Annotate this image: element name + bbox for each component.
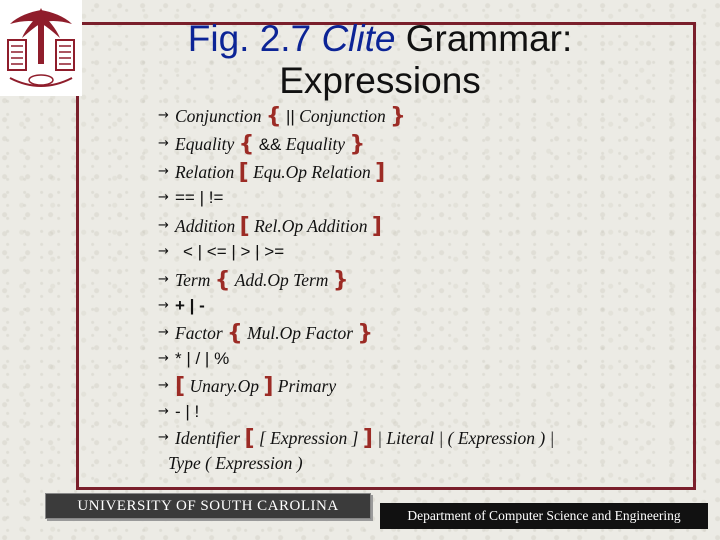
- rule-rhs: - | !: [175, 402, 200, 421]
- title-language-name: Clite: [321, 18, 396, 59]
- slide-title: [150, 18, 610, 102]
- rule-rhs: Type ( Expression ): [168, 453, 303, 473]
- arrow-icon: →: [158, 218, 169, 233]
- arrow-icon: →: [158, 351, 169, 366]
- usc-logo: [0, 0, 82, 96]
- rule-rhs: [ Unary.Op ] Primary: [175, 374, 337, 399]
- arrow-icon: →: [158, 430, 169, 445]
- brace-open: {: [214, 268, 231, 293]
- bracket-close: ]: [263, 374, 274, 399]
- rule-rhs: Identifier [ [ Expression ] ] | Literal | ( Expression ) |: [175, 426, 555, 451]
- rule-rhs: Term { Add.Op Term }: [175, 268, 349, 293]
- bracket-close: ]: [371, 214, 382, 239]
- arrow-icon: →: [158, 244, 169, 259]
- rule-rhs: + | -: [175, 296, 205, 315]
- arrow-icon: →: [158, 164, 169, 179]
- bracket-close: ]: [375, 160, 386, 185]
- bracket-open: [: [244, 426, 255, 451]
- bracket-open: [: [175, 374, 186, 399]
- title-expressions-word: Expressions: [279, 60, 481, 101]
- title-figure-number: Fig. 2.7: [187, 18, 312, 59]
- arrow-icon: →: [158, 404, 169, 419]
- rule-rhs: Conjunction { || Conjunction }: [175, 104, 406, 129]
- arrow-icon: →: [158, 325, 169, 340]
- brace-open: {: [227, 321, 243, 346]
- department-banner: Department of Computer Science and Engineering: [380, 503, 708, 529]
- arrow-icon: →: [158, 272, 169, 287]
- rule-rhs: * | / | %: [175, 349, 230, 368]
- bracket-open: [: [238, 160, 249, 185]
- rule-rhs: Addition [ Rel.Op Addition ]: [175, 214, 382, 239]
- rule-rhs: < | <= | > | >=: [183, 242, 285, 261]
- rule-rhs: == | !=: [175, 188, 224, 207]
- university-banner: UNIVERSITY OF SOUTH CAROLINA: [45, 493, 371, 519]
- title-grammar-word: Grammar:: [405, 18, 573, 59]
- arrow-icon: →: [158, 136, 169, 151]
- brace-close: }: [332, 268, 349, 293]
- brace-close: }: [390, 104, 406, 129]
- brace-open: {: [265, 104, 282, 129]
- palmetto-seal-icon: [0, 0, 82, 96]
- brace-close: }: [349, 132, 366, 157]
- arrow-icon: →: [158, 108, 169, 123]
- rule-rhs: Relation [ Equ.Op Relation ]: [175, 160, 386, 185]
- bracket-open: [: [239, 214, 250, 239]
- brace-close: }: [357, 321, 374, 346]
- brace-open: {: [238, 132, 255, 157]
- rule-rhs: Factor { Mul.Op Factor }: [175, 321, 374, 346]
- arrow-icon: →: [158, 378, 169, 393]
- rule-rhs: Equality { && Equality }: [175, 132, 366, 157]
- bracket-close: ]: [362, 426, 373, 451]
- arrow-icon: →: [158, 298, 169, 313]
- arrow-icon: →: [158, 190, 169, 205]
